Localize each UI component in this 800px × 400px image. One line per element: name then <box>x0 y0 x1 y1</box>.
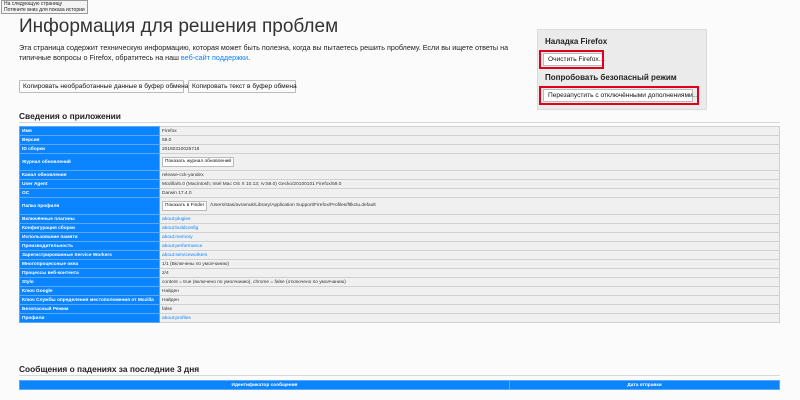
crash-reports-table <box>19 380 780 390</box>
row-key: Конфигурация сборки <box>20 224 160 233</box>
about-link[interactable]: about:plugins <box>162 216 191 222</box>
row-key: Ключ Google <box>20 287 160 296</box>
value-text: 59.0 <box>162 137 172 143</box>
row-key: Производительность <box>20 242 160 251</box>
row-value <box>160 287 780 296</box>
row-key: Stylo <box>20 278 160 287</box>
refresh-firefox-button[interactable]: Очистить Firefox… <box>543 53 603 66</box>
divider <box>19 122 780 123</box>
row-key: User Agent <box>20 180 160 189</box>
profile-path: /Users/stas/avramuk/Library/Application Support/Firefox/Profiles/ftlkctu.default <box>210 203 376 208</box>
refresh-title: Наладка Firefox <box>545 37 608 46</box>
row-key: Включённые плагины <box>20 215 160 224</box>
value-text: 20180310025718 <box>162 146 200 152</box>
row-value <box>160 198 780 215</box>
row-value <box>160 305 780 314</box>
row-key: Профили <box>20 314 160 323</box>
table-row <box>20 171 780 180</box>
value-text: release-cck-yandex <box>162 172 204 178</box>
row-key: Зарегистрированные Service Workers <box>20 251 160 260</box>
value-text: false <box>162 306 173 312</box>
value-text: Firefox <box>162 128 177 134</box>
row-key: ID сборки <box>20 145 160 154</box>
safe-mode-button[interactable]: Перезапустить с отключёнными дополнениями… <box>543 89 693 102</box>
table-row <box>20 127 780 136</box>
highlight-box <box>539 86 699 105</box>
tooltip-line: На следующую страницу <box>4 1 63 7</box>
about-link[interactable]: about:buildconfig <box>162 225 199 231</box>
row-key: Папка профиля <box>20 198 160 215</box>
table-row <box>20 314 780 323</box>
row-value <box>160 136 780 145</box>
row-key: Имя <box>20 127 160 136</box>
row-key: Безопасный Режим <box>20 305 160 314</box>
table-row <box>20 154 780 171</box>
crash-section-title: Сообщения о падениях за последние 3 дня <box>19 364 200 374</box>
column-header-report-id: Идентификатор сообщения <box>20 381 510 390</box>
row-value <box>160 233 780 242</box>
copy-text-button[interactable]: Копировать текст в буфер обмена <box>188 80 296 93</box>
value-text: Найден <box>162 288 179 294</box>
row-value <box>160 242 780 251</box>
table-row <box>20 180 780 189</box>
table-row <box>20 233 780 242</box>
row-key: Журнал обновлений <box>20 154 160 171</box>
show-update-history-button[interactable]: Показать журнал обновлений <box>162 157 234 167</box>
table-row <box>20 305 780 314</box>
row-value <box>160 180 780 189</box>
table-row <box>20 215 780 224</box>
row-value <box>160 269 780 278</box>
page-title: Информация для решения проблем <box>19 16 339 37</box>
row-key: Многопроцессные окна <box>20 260 160 269</box>
about-link[interactable]: about:serviceworkers <box>162 252 208 258</box>
row-value <box>160 215 780 224</box>
divider <box>19 375 780 376</box>
about-link[interactable]: about:profiles <box>162 315 191 321</box>
value-text: Mozilla/5.0 (Macintosh; Intel Mac OS X 10.13; rv:59.0) Gecko/20100101 Firefox/59.0 <box>162 181 342 187</box>
row-value <box>160 251 780 260</box>
row-key: Версия <box>20 136 160 145</box>
value-text: Darwin 17.4.0 <box>162 190 192 196</box>
app-section-title: Сведения о приложении <box>19 111 121 121</box>
table-row <box>20 242 780 251</box>
row-value <box>160 145 780 154</box>
table-row <box>20 287 780 296</box>
value-text: content = true (включено по умолчанию), chrome = false (отключено по умолчанию) <box>162 279 346 285</box>
support-link[interactable]: веб-сайт поддержки <box>180 53 249 62</box>
row-value <box>160 224 780 233</box>
table-row <box>20 189 780 198</box>
value-text: Найден <box>162 297 179 303</box>
highlight-box <box>539 50 604 69</box>
intro-body: Эта страница содержит техническую информацию, которая может быть полезна, когда вы пытаетесь решить проблему. Если вы ищете ответы на типичные вопросы о Firefox, обратитесь на наш <box>19 43 509 62</box>
row-key: ОС <box>20 189 160 198</box>
value-text: 1/1 (Включены по умолчанию) <box>162 261 230 267</box>
row-value <box>160 189 780 198</box>
value-text: 2/4 <box>162 270 169 276</box>
row-key: Использование памяти <box>20 233 160 242</box>
about-link[interactable]: about:memory <box>162 234 193 240</box>
app-info-table <box>19 126 780 323</box>
intro-end: . <box>248 53 251 62</box>
row-key: Процессы веб-контента <box>20 269 160 278</box>
table-row <box>20 260 780 269</box>
safe-mode-title: Попробовать безопасный режим <box>545 73 677 82</box>
table-row <box>20 278 780 287</box>
intro-text <box>19 43 539 63</box>
show-in-finder-button[interactable]: Показать в Finder <box>162 201 207 211</box>
tooltip <box>1 0 88 14</box>
about-link[interactable]: about:performance <box>162 243 203 249</box>
table-row <box>20 296 780 305</box>
table-row <box>20 145 780 154</box>
table-row <box>20 224 780 233</box>
table-row <box>20 136 780 145</box>
table-row <box>20 198 780 215</box>
row-key: Канал обновления <box>20 171 160 180</box>
row-value <box>160 314 780 323</box>
row-value <box>160 127 780 136</box>
row-value <box>160 260 780 269</box>
row-value <box>160 278 780 287</box>
table-row <box>20 251 780 260</box>
tooltip-line: Потяните вниз для показа истории <box>4 7 85 13</box>
row-key: Ключ Службы определения местоположения от Mozilla <box>20 296 160 305</box>
row-value <box>160 154 780 171</box>
copy-raw-data-button[interactable]: Копировать необработанные данные в буфер обмена <box>19 80 184 93</box>
column-header-submitted: Дата отправки <box>510 381 780 390</box>
row-value <box>160 296 780 305</box>
row-value <box>160 171 780 180</box>
table-row <box>20 269 780 278</box>
